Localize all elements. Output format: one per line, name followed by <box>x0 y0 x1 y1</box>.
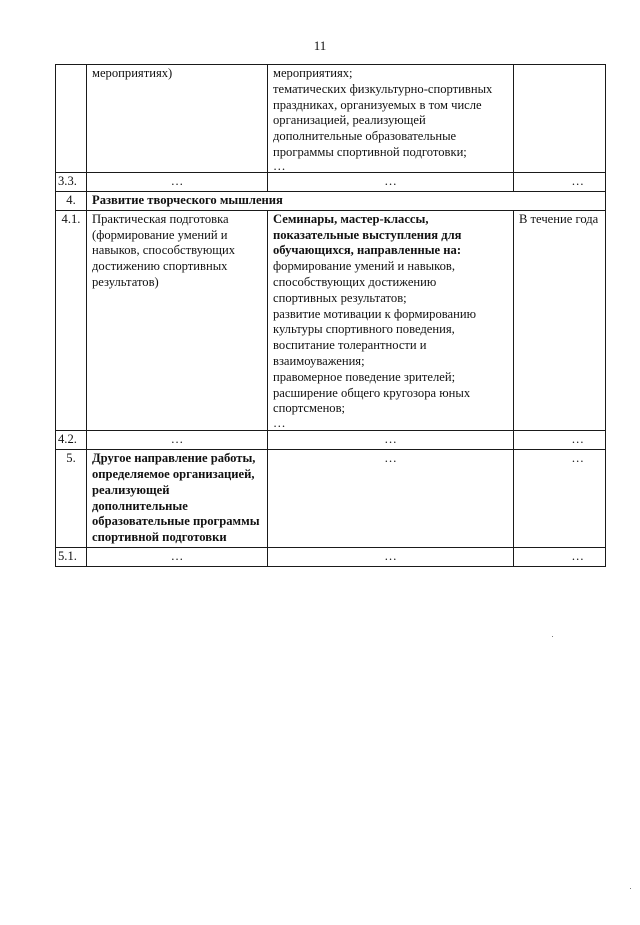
activity-ellipsis: … <box>268 547 514 566</box>
row-number: 3.3. <box>56 173 87 192</box>
activity-text: спортсменов; <box>273 401 346 416</box>
scan-speck <box>552 636 553 637</box>
activity-text: праздниках, организуемых в том числе <box>273 97 482 112</box>
deadline-ellipsis: … <box>514 431 606 450</box>
table-row <box>56 431 606 450</box>
deadline-ellipsis: … <box>514 450 606 548</box>
row-number: 4. <box>56 192 87 211</box>
deadline-cell <box>514 65 606 173</box>
activity-text: воспитание толерантности и <box>273 338 427 353</box>
direction-ellipsis: … <box>87 431 268 450</box>
direction-ellipsis: … <box>87 173 268 192</box>
direction-cell <box>87 450 268 548</box>
activities-table <box>55 64 606 567</box>
section-row <box>56 192 606 211</box>
activity-text: мероприятиях; <box>273 66 353 80</box>
activity-ellipsis: … <box>268 450 514 548</box>
direction-heading: спортивной подготовки <box>92 530 227 545</box>
direction-cell <box>87 65 268 173</box>
direction-text: мероприятиях) <box>92 66 173 80</box>
table-row <box>56 173 606 192</box>
activity-text: спортивных результатов; <box>273 290 407 305</box>
activity-ellipsis: … <box>273 158 286 173</box>
scan-speck <box>630 888 631 889</box>
activity-ellipsis: … <box>268 173 514 192</box>
deadline-ellipsis: … <box>514 173 606 192</box>
table-row <box>56 450 606 548</box>
activity-text: формирование умений и навыков, <box>273 259 456 274</box>
direction-heading: определяемое организацией, <box>92 466 255 481</box>
direction-text: результатов) <box>92 274 159 289</box>
activity-heading: показательные выступления для <box>273 227 462 242</box>
direction-ellipsis: … <box>87 547 268 566</box>
page-number: 11 <box>313 38 327 53</box>
activity-cell <box>268 210 514 430</box>
direction-heading: дополнительные <box>92 498 188 513</box>
activity-text: расширение общего кругозора юных <box>273 385 471 400</box>
activity-ellipsis: … <box>268 431 514 450</box>
table-row <box>56 547 606 566</box>
deadline-cell: В течение года <box>514 210 606 430</box>
row-number: 5.1. <box>56 547 87 566</box>
direction-heading: Другое направление работы, <box>92 451 256 466</box>
activity-text: тематических физкультурно-спортивных <box>273 81 493 96</box>
direction-heading: реализующей <box>92 482 170 497</box>
activity-text: организацией, реализующей <box>273 113 426 128</box>
direction-text: (формирование умений и <box>92 227 228 242</box>
direction-text: навыков, способствующих <box>92 243 236 258</box>
row-number: 4.1. <box>56 210 87 430</box>
row-number <box>56 65 87 173</box>
activity-text: взаимоуважения; <box>273 353 365 368</box>
row-number: 4.2. <box>56 431 87 450</box>
table-row <box>56 65 606 173</box>
activity-text: дополнительные образовательные <box>273 129 457 144</box>
direction-text: достижению спортивных <box>92 259 228 274</box>
activity-text: культуры спортивного поведения, <box>273 322 455 337</box>
activity-heading: обучающихся, направленные на: <box>273 243 462 258</box>
activity-text: развитие мотивации к формированию <box>273 306 477 321</box>
row-number: 5. <box>56 450 87 548</box>
direction-text: Практическая подготовка <box>92 211 229 226</box>
activity-text: способствующих достижению <box>273 274 437 289</box>
direction-heading: образовательные программы <box>92 514 260 529</box>
activity-text: правомерное поведение зрителей; <box>273 369 456 384</box>
section-title: Развитие творческого мышления <box>87 192 606 211</box>
activity-heading: Семинары, мастер-классы, <box>273 211 429 226</box>
activity-cell <box>268 65 514 173</box>
table-row <box>56 210 606 430</box>
deadline-ellipsis: … <box>514 547 606 566</box>
direction-cell <box>87 210 268 430</box>
activity-text: программы спортивной подготовки; <box>273 144 467 159</box>
activity-ellipsis: … <box>273 416 286 431</box>
